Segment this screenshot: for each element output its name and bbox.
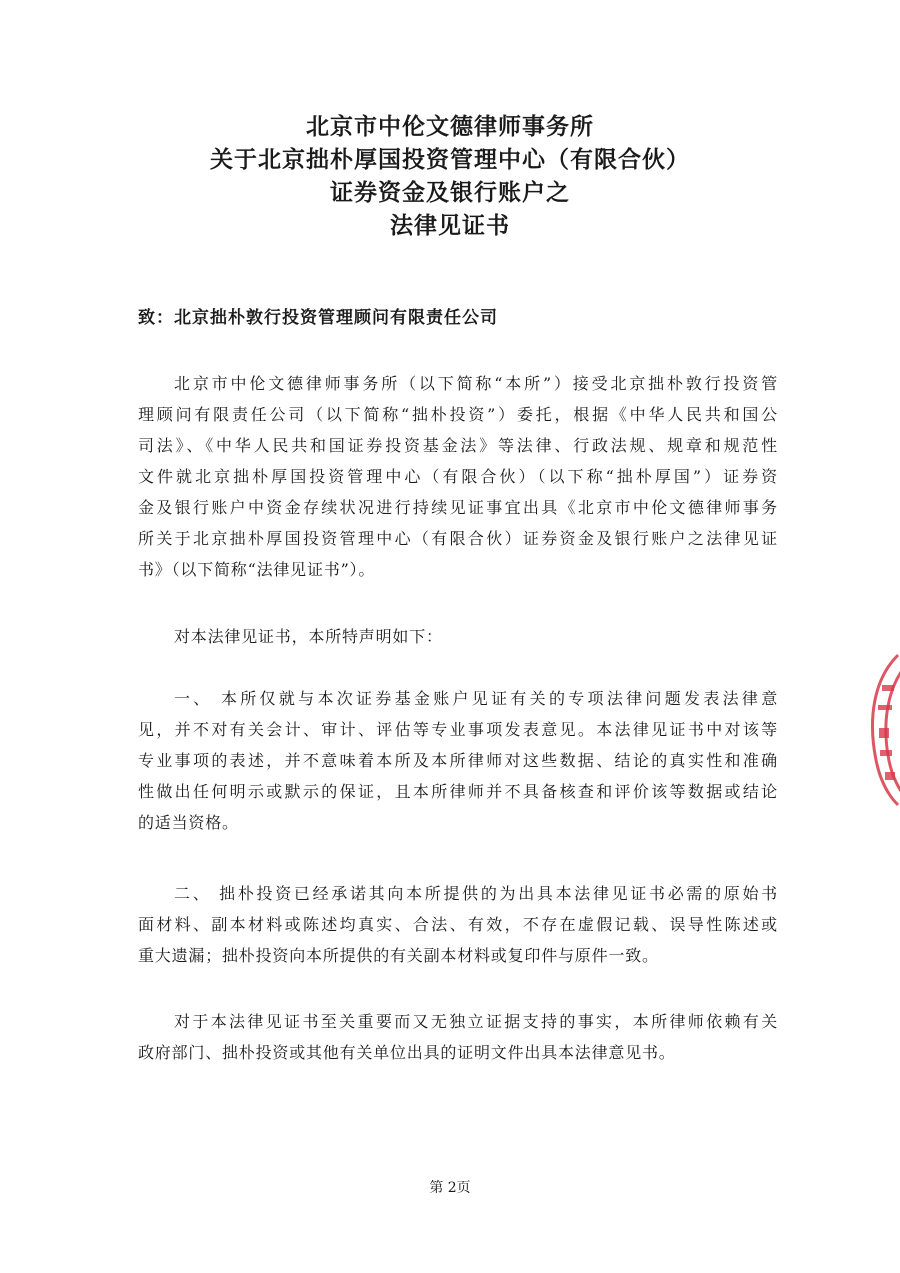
document-title-line-2: 关于北京拙朴厚国投资管理中心（有限合伙） xyxy=(210,146,690,173)
intro-line: 文件就北京拙朴厚国投资管理中心（有限合伙）（以下称“拙朴厚国”）证券资 xyxy=(138,467,778,486)
item-2-paragraph xyxy=(138,878,778,971)
intro-line: 所关于北京拙朴厚国投资管理中心（有限合伙）证券资金及银行账户之法律见证 xyxy=(138,529,778,548)
item-2-line: 重大遗漏；拙朴投资向本所提供的有关副本材料或复印件与原件一致。 xyxy=(138,946,659,965)
document-title-line-4: 法律见证书 xyxy=(390,212,510,239)
intro-line: 北京市中伦文德律师事务所（以下简称“本所”）接受北京拙朴敦行投资管 xyxy=(174,374,778,393)
document-title-line-3: 证券资金及银行账户之 xyxy=(330,179,570,206)
item-1-line: 专业事项的表述，并不意味着本所及本所律师对这些数据、结论的真实性和准确 xyxy=(138,751,778,770)
intro-line: 金及银行账户中资金存续状况进行持续见证事宜出具《北京市中伦文德律师事务 xyxy=(138,498,778,517)
item-1-line: 见，并不对有关会计、审计、评估等专业事项发表意见。本法律见证书中对该等 xyxy=(138,720,778,739)
item-1-line: 的适当资格。 xyxy=(138,813,239,832)
item-1-paragraph xyxy=(138,683,778,838)
intro-line: 理顾问有限责任公司（以下简称“拙朴投资”）委托，根据《中华人民共和国公 xyxy=(138,405,778,424)
closing-line: 对于本法律见证书至关重要而又无独立证据支持的事实，本所律师依赖有关 xyxy=(174,1012,778,1031)
statement-paragraph xyxy=(138,621,778,652)
seal-mark xyxy=(882,685,894,691)
item-2-line: 二、 拙朴投资已经承诺其向本所提供的为出具本法律见证书必需的原始书 xyxy=(174,884,778,903)
seal-mark xyxy=(885,772,895,780)
intro-line: 司法》、《中华人民共和国证券投资基金法》等法律、行政法规、规章和规范性 xyxy=(138,436,778,455)
item-1-line: 性做出任何明示或默示的保证，且本所律师并不具备核查和评价该等数据或结论 xyxy=(138,782,778,801)
seal-marks xyxy=(878,685,895,780)
red-seal-stamp xyxy=(858,650,900,810)
document-title-line-1: 北京市中伦文德律师事务所 xyxy=(306,113,594,140)
closing-line: 政府部门、拙朴投资或其他有关单位出具的证明文件出具本法律意见书。 xyxy=(138,1043,676,1062)
item-2-line: 面材料、副本材料或陈述均真实、合法、有效，不存在虚假记载、误导性陈述或 xyxy=(138,915,778,934)
intro-paragraph xyxy=(138,368,778,585)
page-number: 第 2页 xyxy=(429,1180,471,1196)
statement-line: 对本法律见证书，本所特声明如下： xyxy=(174,627,443,646)
seal-mark xyxy=(879,728,889,738)
seal-mark xyxy=(880,750,892,756)
closing-paragraph xyxy=(138,1006,778,1068)
item-1-line: 一、 本所仅就与本次证券基金账户见证有关的专项法律问题发表法律意 xyxy=(174,689,778,708)
addressee: 致：北京拙朴敦行投资管理顾问有限责任公司 xyxy=(138,308,498,328)
seal-mark xyxy=(878,705,892,710)
intro-line: 书》（以下简称“法律见证书”）。 xyxy=(138,560,376,579)
